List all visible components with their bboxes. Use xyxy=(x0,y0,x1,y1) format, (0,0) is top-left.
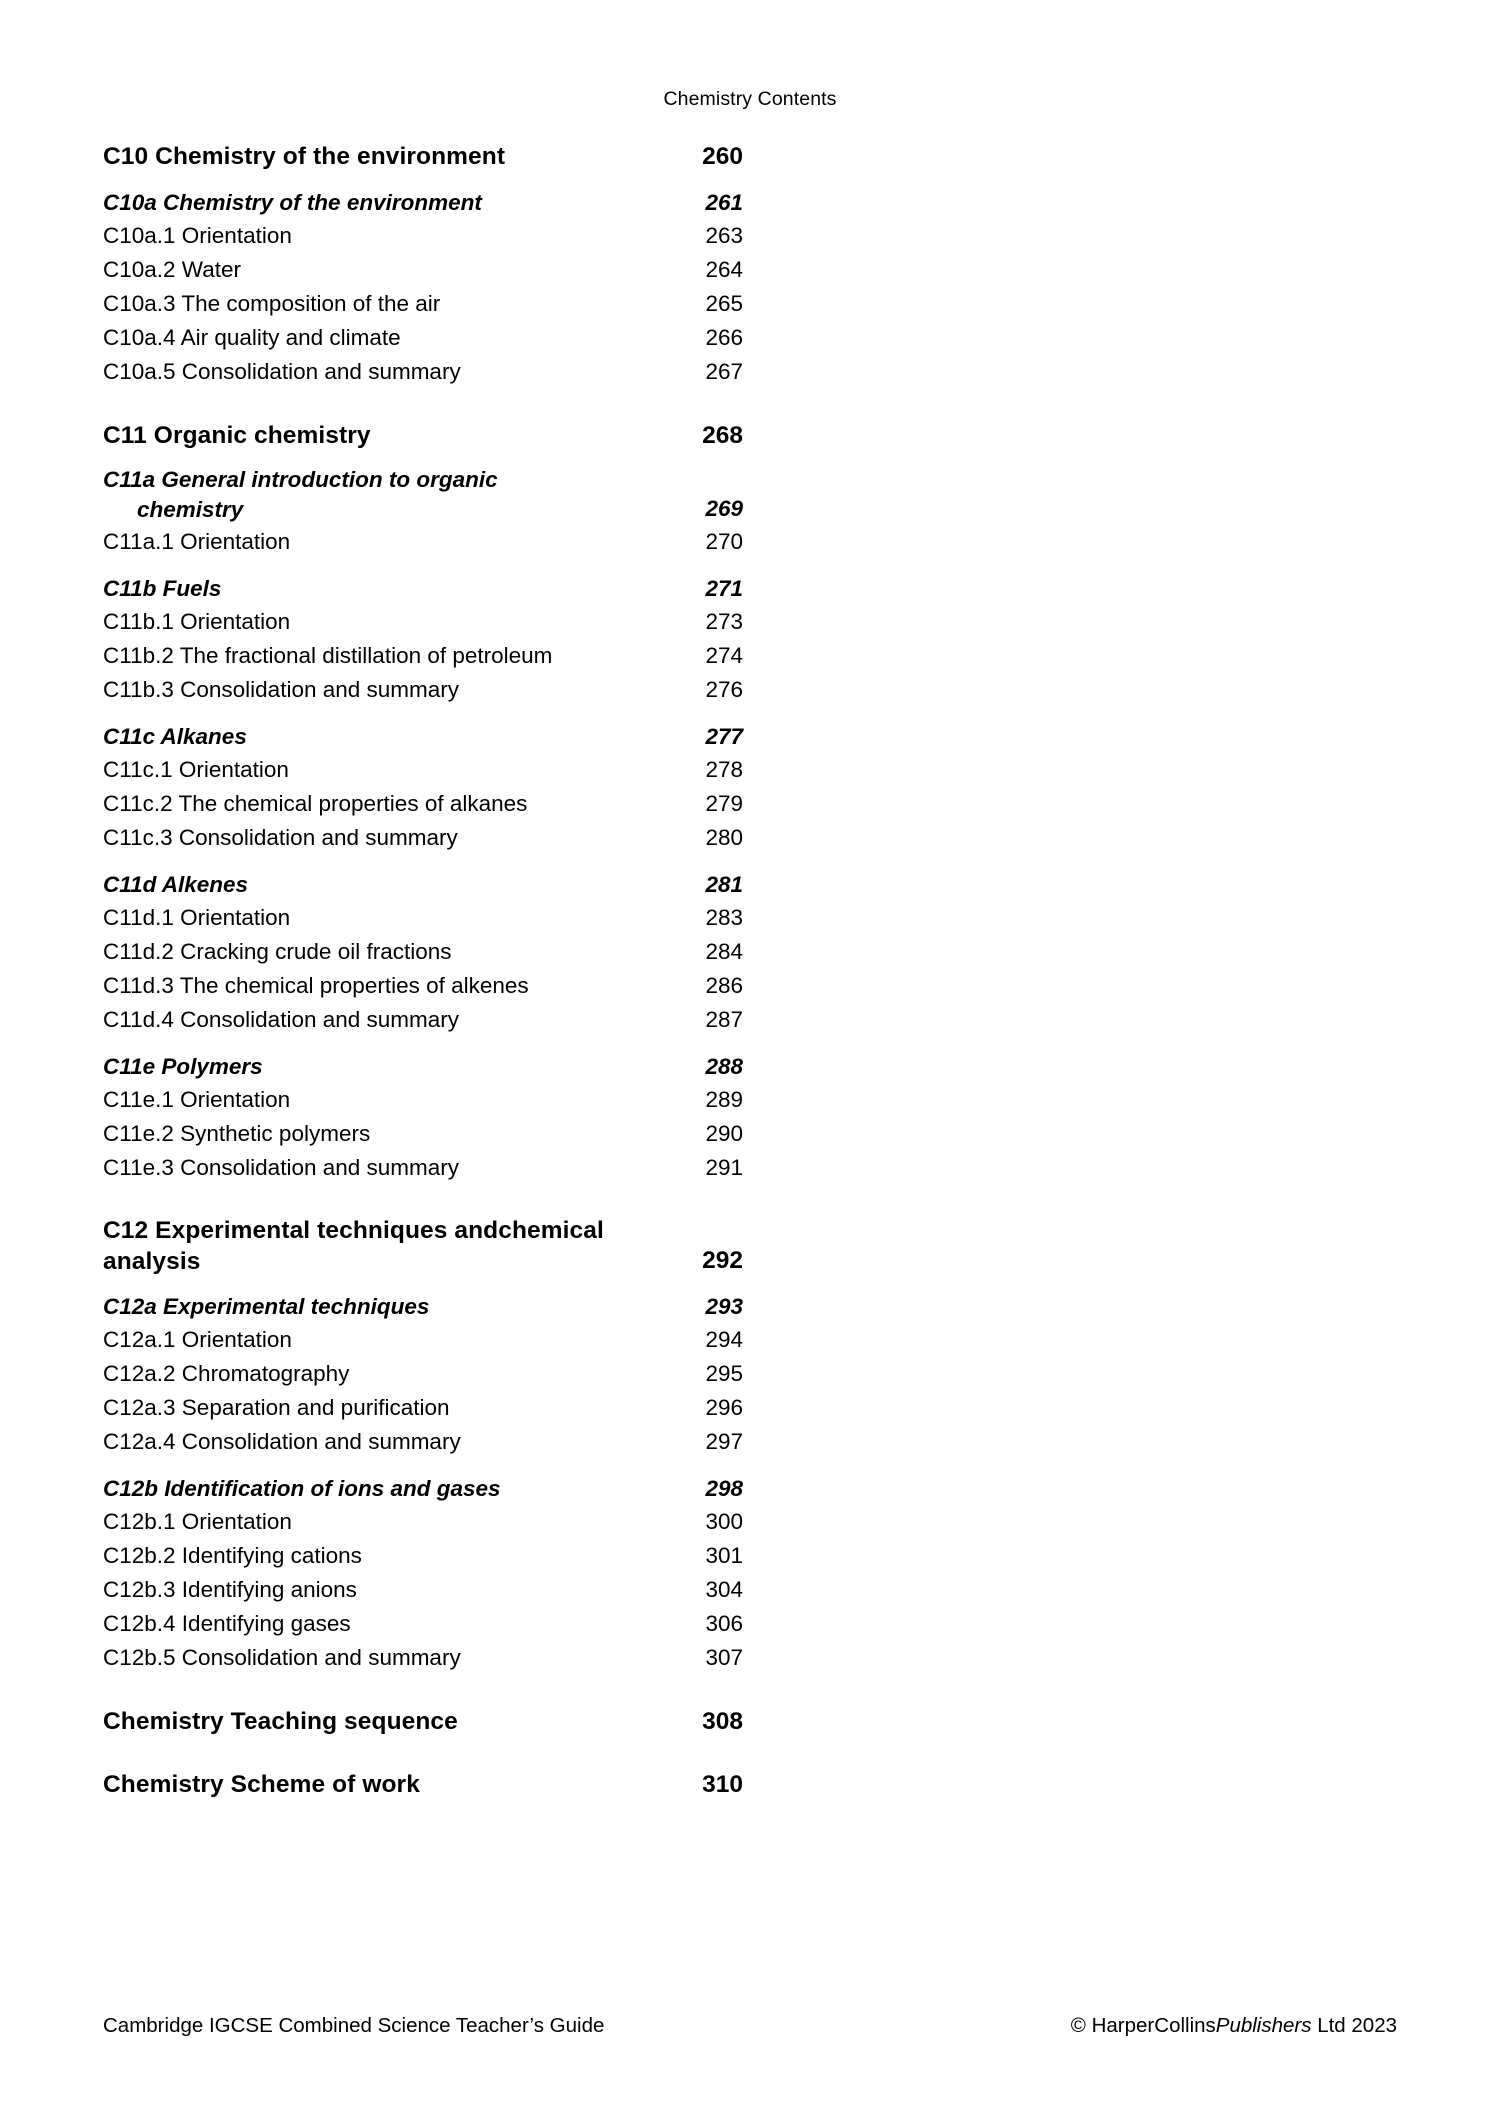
contents-entry-label-line2: chemistry xyxy=(137,497,244,522)
contents-entry-label: C11b.1 Orientation xyxy=(103,609,291,634)
contents-entry-page-number: 297 xyxy=(705,1429,743,1454)
contents-entry-page-number: 267 xyxy=(705,359,743,384)
contents-entry-page-number: 306 xyxy=(705,1611,743,1636)
contents-chapter-row[interactable] xyxy=(103,1768,743,1801)
contents-entry-page-number: 261 xyxy=(705,190,743,215)
page-footer xyxy=(103,2014,1397,2039)
running-head: Chemistry Contents xyxy=(663,88,837,110)
contents-unit-row[interactable] xyxy=(103,186,743,219)
copyright-prefix: © HarperCollins xyxy=(1070,2014,1216,2038)
contents-entry-page-number: 263 xyxy=(705,223,743,248)
contents-entry-label: C10a.4 Air quality and climate xyxy=(103,325,401,350)
contents-entry-label: C11d.2 Cracking crude oil fractions xyxy=(103,939,452,964)
contents-entry-page-number: 269 xyxy=(705,496,743,521)
contents-entry-label: C11c.1 Orientation xyxy=(103,757,289,782)
contents-entry-page-number: 273 xyxy=(705,609,743,634)
contents-chapter-row[interactable] xyxy=(103,1705,743,1738)
contents-unit-row[interactable] xyxy=(103,868,743,901)
contents-entry-page-number: 260 xyxy=(702,143,743,170)
contents-unit-row[interactable] xyxy=(103,465,743,525)
contents-lesson-row[interactable] xyxy=(103,219,743,253)
copyright-publisher: Publishers xyxy=(1215,2014,1312,2038)
contents-entry-label: C10 Chemistry of the environment xyxy=(103,143,506,170)
contents-entry-page-number: 291 xyxy=(705,1155,743,1180)
contents-lesson-row[interactable] xyxy=(103,1641,743,1675)
contents-entry-label: C12b.1 Orientation xyxy=(103,1509,292,1534)
contents-chapter-row[interactable] xyxy=(103,1215,743,1277)
contents-entry-page-number: 295 xyxy=(705,1361,743,1386)
contents-entry-label: C11c Alkanes xyxy=(103,724,247,749)
contents-entry-page-number: 274 xyxy=(705,643,743,668)
contents-list xyxy=(103,140,743,1801)
contents-entry-page-number: 280 xyxy=(705,825,743,850)
contents-entry-page-number: 281 xyxy=(705,872,743,897)
contents-lesson-row[interactable] xyxy=(103,1151,743,1185)
contents-lesson-row[interactable] xyxy=(103,673,743,707)
contents-unit-row[interactable] xyxy=(103,1050,743,1083)
contents-entry-label: C10a.5 Consolidation and summary xyxy=(103,359,461,384)
contents-lesson-row[interactable] xyxy=(103,1003,743,1037)
contents-entry-page-number: 289 xyxy=(705,1087,743,1112)
contents-entry-page-number: 288 xyxy=(705,1054,743,1079)
footer-book-title: Cambridge IGCSE Combined Science Teacher’s Guide xyxy=(103,2014,605,2038)
contents-lesson-row[interactable] xyxy=(103,1357,743,1391)
contents-entry-page-number: 308 xyxy=(702,1708,743,1735)
contents-entry-label: C11d.1 Orientation xyxy=(103,905,291,930)
contents-entry-page-number: 286 xyxy=(705,973,743,998)
contents-entry-label: C11c.3 Consolidation and summary xyxy=(103,825,458,850)
contents-lesson-row[interactable] xyxy=(103,1425,743,1459)
footer-copyright xyxy=(1071,2014,1397,2039)
contents-entry-page-number: 279 xyxy=(705,791,743,816)
contents-lesson-row[interactable] xyxy=(103,321,743,355)
contents-entry-label: C11a General introduction to organic chemistry xyxy=(103,465,668,525)
contents-lesson-row[interactable] xyxy=(103,935,743,969)
contents-entry-page-number: 301 xyxy=(705,1543,743,1568)
contents-entry-label: C12a.2 Chromatography xyxy=(103,1361,350,1386)
contents-lesson-row[interactable] xyxy=(103,253,743,287)
contents-entry-page-number: 276 xyxy=(705,677,743,702)
contents-entry-label: C11b.2 The fractional distillation of petroleum xyxy=(103,643,553,668)
contents-lesson-row[interactable] xyxy=(103,1539,743,1573)
contents-entry-label: C11e.1 Orientation xyxy=(103,1087,291,1112)
contents-entry-page-number: 307 xyxy=(705,1645,743,1670)
contents-entry-page-number: 300 xyxy=(705,1509,743,1534)
contents-entry-label: Chemistry Teaching sequence xyxy=(103,1708,458,1735)
contents-entry-label: C12a Experimental techniques xyxy=(103,1294,430,1319)
contents-entry-label: C12 Experimental techniques andchemical analysis xyxy=(103,1217,604,1275)
contents-entry-label: C10a Chemistry of the environment xyxy=(103,190,482,215)
contents-entry-page-number: 292 xyxy=(702,1247,743,1274)
contents-entry-label: C10a.3 The composition of the air xyxy=(103,291,441,316)
contents-unit-row[interactable] xyxy=(103,720,743,753)
contents-lesson-row[interactable] xyxy=(103,525,743,559)
contents-entry-page-number: 264 xyxy=(705,257,743,282)
contents-lesson-row[interactable] xyxy=(103,355,743,389)
contents-entry-page-number: 284 xyxy=(705,939,743,964)
contents-entry-label: C12b.4 Identifying gases xyxy=(103,1611,351,1636)
contents-lesson-row[interactable] xyxy=(103,639,743,673)
contents-lesson-row[interactable] xyxy=(103,901,743,935)
contents-entry-label: C11e.3 Consolidation and summary xyxy=(103,1155,460,1180)
contents-lesson-row[interactable] xyxy=(103,753,743,787)
contents-entry-label: C12a.3 Separation and purification xyxy=(103,1395,450,1420)
contents-lesson-row[interactable] xyxy=(103,1573,743,1607)
contents-lesson-row[interactable] xyxy=(103,821,743,855)
contents-lesson-row[interactable] xyxy=(103,605,743,639)
contents-entry-label: C11d Alkenes xyxy=(103,872,249,897)
contents-entry-label: C11d.3 The chemical properties of alkenes xyxy=(103,973,529,998)
contents-lesson-row[interactable] xyxy=(103,1117,743,1151)
contents-entry-label: C10a.1 Orientation xyxy=(103,223,292,248)
contents-entry-label: C11c.2 The chemical properties of alkanes xyxy=(103,791,528,816)
contents-entry-label: C12b Identification of ions and gases xyxy=(103,1476,501,1501)
contents-entry-page-number: 266 xyxy=(705,325,743,350)
contents-entry-label: C12b.2 Identifying cations xyxy=(103,1543,362,1568)
contents-entry-page-number: 290 xyxy=(705,1121,743,1146)
contents-entry-label: C12a.1 Orientation xyxy=(103,1327,292,1352)
contents-entry-label: C10a.2 Water xyxy=(103,257,241,282)
contents-lesson-row[interactable] xyxy=(103,969,743,1003)
contents-lesson-row[interactable] xyxy=(103,787,743,821)
contents-entry-label: C11b.3 Consolidation and summary xyxy=(103,677,460,702)
contents-entry-page-number: 283 xyxy=(705,905,743,930)
contents-entry-label-line2: chemical analysis xyxy=(103,1217,604,1275)
contents-entry-label: C11a.1 Orientation xyxy=(103,529,291,554)
contents-lesson-row[interactable] xyxy=(103,1391,743,1425)
contents-lesson-row[interactable] xyxy=(103,1323,743,1357)
contents-entry-page-number: 293 xyxy=(705,1294,743,1319)
contents-unit-row[interactable] xyxy=(103,1472,743,1505)
copyright-suffix: Ltd 2023 xyxy=(1311,2014,1397,2038)
contents-unit-row[interactable] xyxy=(103,572,743,605)
contents-chapter-row[interactable] xyxy=(103,419,743,452)
contents-entry-page-number: 278 xyxy=(705,757,743,782)
contents-lesson-row[interactable] xyxy=(103,1607,743,1641)
contents-entry-page-number: 294 xyxy=(705,1327,743,1352)
contents-entry-label: C11e Polymers xyxy=(103,1054,263,1079)
contents-entry-label: C11b Fuels xyxy=(103,576,222,601)
contents-entry-page-number: 298 xyxy=(705,1476,743,1501)
contents-unit-row[interactable] xyxy=(103,1290,743,1323)
contents-lesson-row[interactable] xyxy=(103,287,743,321)
contents-entry-page-number: 296 xyxy=(705,1395,743,1420)
contents-chapter-row[interactable] xyxy=(103,140,743,173)
contents-entry-label: C12b.5 Consolidation and summary xyxy=(103,1645,461,1670)
contents-entry-label: C11 Organic chemistry xyxy=(103,422,371,449)
contents-lesson-row[interactable] xyxy=(103,1083,743,1117)
contents-entry-page-number: 268 xyxy=(702,422,743,449)
contents-entry-label: Chemistry Scheme of work xyxy=(103,1771,420,1798)
contents-entry-label: C11e.2 Synthetic polymers xyxy=(103,1121,371,1146)
contents-entry-label: C12a.4 Consolidation and summary xyxy=(103,1429,461,1454)
contents-entry-page-number: 277 xyxy=(705,724,743,749)
contents-entry-page-number: 270 xyxy=(705,529,743,554)
contents-entry-label: C12b.3 Identifying anions xyxy=(103,1577,357,1602)
contents-lesson-row[interactable] xyxy=(103,1505,743,1539)
contents-entry-page-number: 265 xyxy=(705,291,743,316)
contents-entry-page-number: 287 xyxy=(705,1007,743,1032)
contents-entry-page-number: 310 xyxy=(702,1771,743,1798)
contents-entry-page-number: 271 xyxy=(705,576,743,601)
contents-entry-label: C11d.4 Consolidation and summary xyxy=(103,1007,460,1032)
contents-entry-page-number: 304 xyxy=(705,1577,743,1602)
